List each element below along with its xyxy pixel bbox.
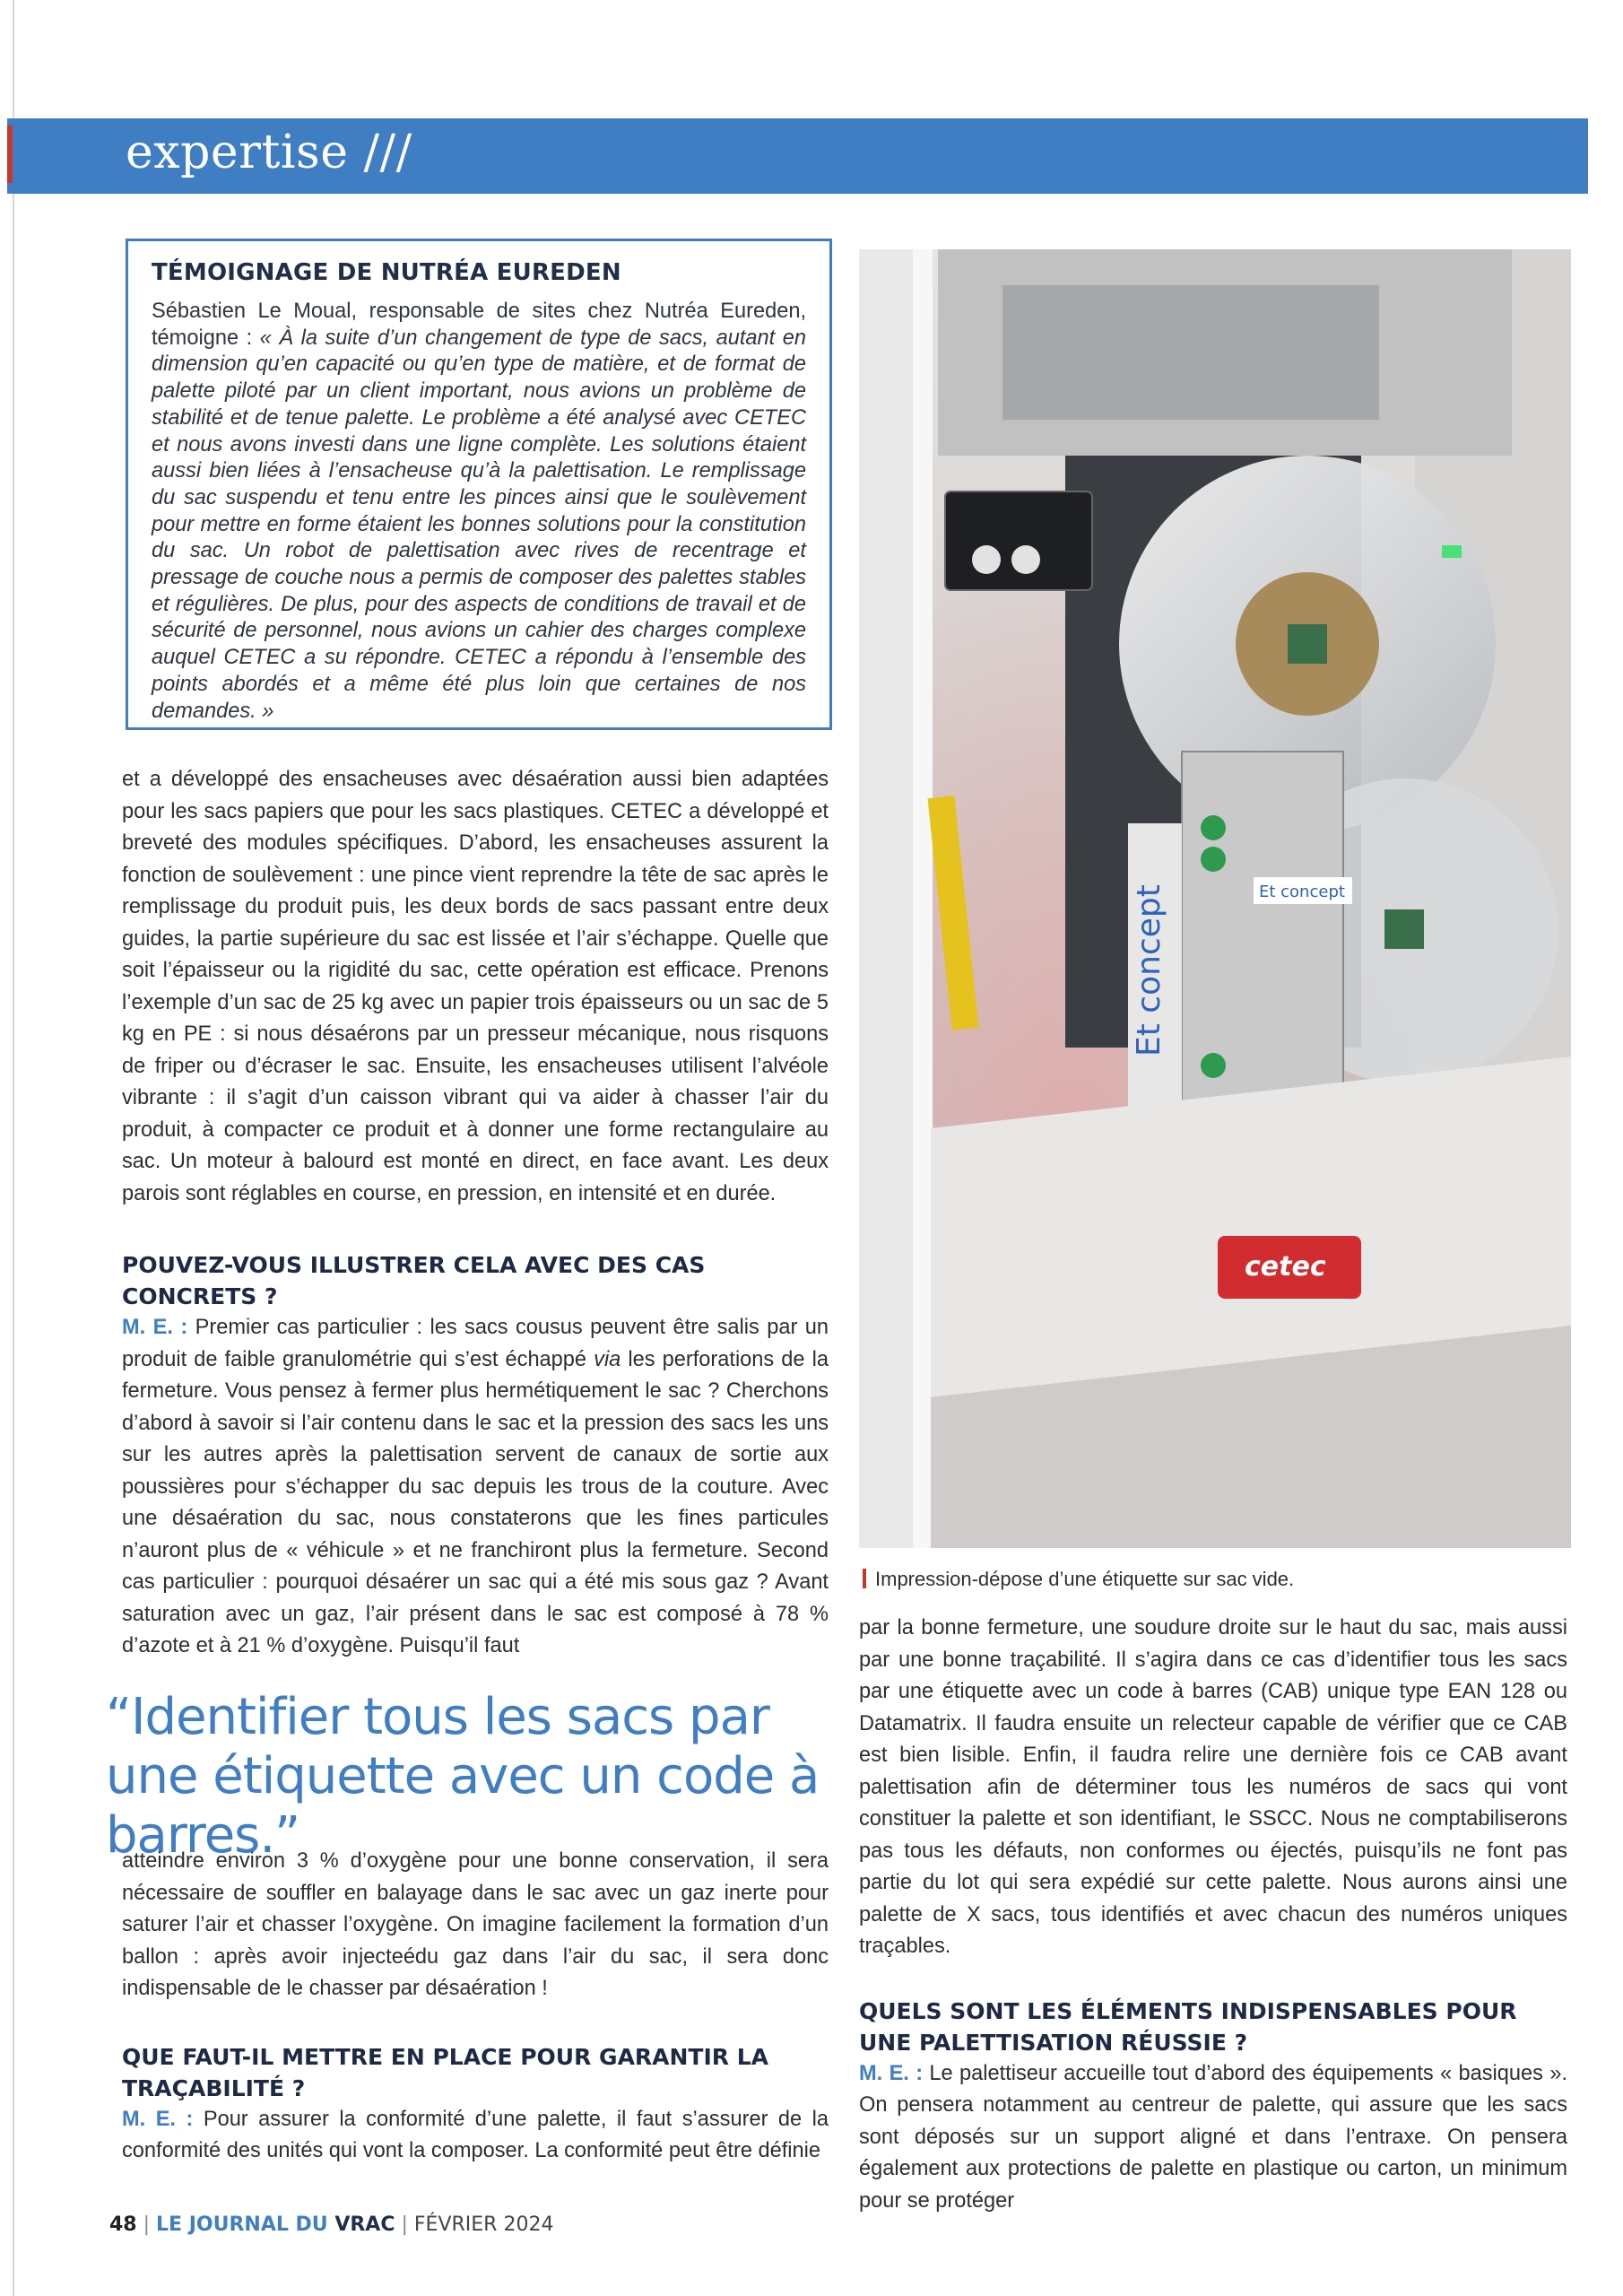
- caption-text: Impression-dépose d’une étiquette sur sac vide.: [875, 1568, 1295, 1590]
- photo-caption: [863, 1568, 1294, 1591]
- heading-palettisation: QUELS SONT LES ÉLÉMENTS INDISPENSABLES POUR UNE PALETTISATION RÉUSSIE ?: [859, 1997, 1517, 2056]
- speaker-label: M. E. :: [122, 2107, 194, 2131]
- left-column-lower: [122, 1846, 829, 2168]
- right-paragraph-1: par la bonne fermeture, une soudure droite sur le haut du sac, mais aussi par une bonne traçabilité. Il s’agira dans ce cas d’identifier tous les sacs par une étiquette avec un code à barres (CAB) unique type EAN 128 ou Datamatrix. Il faudra ensuite un relecteur capable de vérifier que ce CAB est bien lisible. Enfin, il faudra relire une dernière fois ce CAB avant palettisation afin de déterminer tous les numéros de sacs qui vont constituer la palette et son identifiant, le SSCC. Nous ne comptabiliserons pas tous les défauts, non conformes ou éjectés, puisqu’ils ne font pas partie du lot qui sera expédié sur cette palette. Nous aurons ainsi une palette de X sacs, tous identifiés et avec chacun des numéros uniques traçables.: [859, 1616, 1567, 1958]
- right-paragraph-2: [859, 2058, 1567, 2218]
- machine-illustration: [859, 249, 1571, 1548]
- caption-marker: [863, 1569, 866, 1588]
- page-footer: 48 | LE JOURNAL DU VRAC | FÉVRIER 2024: [109, 2213, 554, 2236]
- page-number: 48: [109, 2213, 137, 2236]
- left-paragraph-4-text: Pour assurer la conformité d’une palette, il faut s’assurer de la conformité des unités qui vont la composer. La conformité peut être définie: [122, 2107, 829, 2162]
- testimonial-intro: Sébastien Le Moual, responsable de sites chez Nutréa Eureden, témoigne :: [152, 300, 806, 350]
- left-column: [122, 764, 829, 1663]
- testimonial-quote: « À la suite d’un changement de type de sacs, autant en dimension qu’en capacité ou qu’en type de matière, et de format de palette piloté par un client important, nous avions un problème de stabilité et de tenue palette. Le problème a été analysé avec CETEC et nous avons investi dans une ligne complète. Les solutions étaient aussi bien liées à l’ensacheuse qu’à la palettisation. Le remplissage du sac suspendu et tenu entre les pinces ainsi que le soulèvement pour mettre en forme étaient les bonnes solutions pour la constitution du sac. Un robot de palettisation avec rives de recentrage et pressage de couche nous a permis de composer des palettes stables et régulières. De plus, pour des aspects de conditions de travail et de sécurité de personnel, nous avions un cahier des charges complexe auquel CETEC a su répondre. CETEC a répondu à l’ensemble des points abordés et a même été plus loin que certaines de nos demandes. »: [152, 326, 806, 723]
- header-accent: [7, 126, 13, 183]
- journal-name-a: LE JOURNAL DU: [156, 2213, 335, 2236]
- issue-date: FÉVRIER 2024: [413, 2213, 554, 2236]
- journal-name-b: VRAC: [334, 2213, 395, 2236]
- testimonial-text: [152, 299, 806, 725]
- left-paragraph-1: et a développé des ensacheuses avec désaération aussi bien adaptées pour les sacs papiers que pour les sacs plastiques. CETEC a développé et breveté des modules spécifiques. D’abord, les ensacheuses assurent la fonction de soulèvement : une pince vient reprendre la tête de sac après le remplissage du produit puis, les deux bords de sacs passant entre deux guides, la partie supérieure du sac est lissée et l’air s’échappe. Quelle que soit l’épaisseur ou la rigidité du sac, cette opération est efficace. Prenons l’exemple d’un sac de 25 kg avec un papier trois épaisseurs ou un sac de 5 kg en PE : si nous désaérons par un presseur mécanique, nous risquons de friper ou d’écraser le sac. Ensuite, les ensacheuses utilisent l’alvéole vibrante : il s’agit d’un caisson vibrant qui va aider à chasser l’air du produit, à compacter ce produit et à donner une forme rectangulaire au sac. Un moteur à balourd est monté en direct, en face avant. Les deux parois sont réglables en course, en pression, en intensité et en durée.: [122, 768, 829, 1205]
- speaker-label: M. E. :: [122, 1316, 188, 1339]
- left-paragraph-2: [122, 1312, 829, 1663]
- left-paragraph-2-via: via: [594, 1347, 621, 1371]
- testimonial-title: TÉMOIGNAGE DE NUTRÉA EUREDEN: [152, 259, 621, 286]
- left-paragraph-4: [122, 2104, 829, 2168]
- testimonial-box: [126, 239, 832, 730]
- machine-photo: [859, 249, 1571, 1548]
- heading-tracabilite: QUE FAUT-IL METTRE EN PLACE POUR GARANTIR LA TRAÇABILITÉ ?: [122, 2043, 769, 2101]
- left-paragraph-2-a: Premier cas particulier : les sacs cousus peuvent être salis par un produit de faible granulométrie qui s’est échappé: [122, 1316, 829, 1371]
- section-title: expertise ///: [126, 126, 412, 179]
- right-paragraph-2-text: Le palettiseur accueille tout d’abord des équipements « basiques ». On pensera notamment au centreur de palette, qui assure que les sacs sont déposés sur un support aligné et dans l’entraxe. On pensera également aux protections de palette en plastique ou carton, un minimum pour se protéger: [859, 2061, 1567, 2213]
- heading-cas-concrets: POUVEZ-VOUS ILLUSTRER CELA AVEC DES CAS CONCRETS ?: [122, 1252, 706, 1309]
- pull-quote: “Identifier tous les sacs par une étiquette avec un code à barres.”: [106, 1688, 820, 1865]
- photo-etconcept-vertical: Et concept: [1131, 884, 1167, 1057]
- left-paragraph-3: atteindre environ 3 % d’oxygène pour une bonne conservation, il sera nécessaire de souffler en balayage dans le sac avec un gaz inerte pour saturer l’air et chasser l’oxygène. On imagine facilement la formation d’un ballon : après avoir injecteédu gaz dans l’air du sac, il sera donc indispensable de le chasser par désaération !: [122, 1849, 829, 2000]
- speaker-label: M. E. :: [859, 2061, 924, 2085]
- photo-etconcept-label: Et concept: [1259, 883, 1345, 901]
- right-column: [859, 1613, 1567, 2217]
- photo-cetec-logo: cetec: [1245, 1251, 1326, 1283]
- page-edge: [0, 0, 14, 2296]
- left-paragraph-2-b: les perforations de la fermeture. Vous pensez à fermer plus hermétiquement le sac ? Cherchons d’abord à savoir si l’air contenu dans le sac et la pression des sacs les uns sur les autres après la palettisation servent de canaux de sortie aux poussières pour s’échapper du sac depuis les trous de la couture. Avec une désaération du sac, nous constaterons que les fines particules n’auront plus de « véhicule » et ne franchiront plus la fermeture. Second cas particulier : pourquoi désaérer un sac qui a été mis sous gaz ? Avant saturation avec un gaz, l’air présent dans le sac est composé à 78 % d’azote et à 21 % d’oxygène. Puisqu’il faut: [122, 1347, 829, 1657]
